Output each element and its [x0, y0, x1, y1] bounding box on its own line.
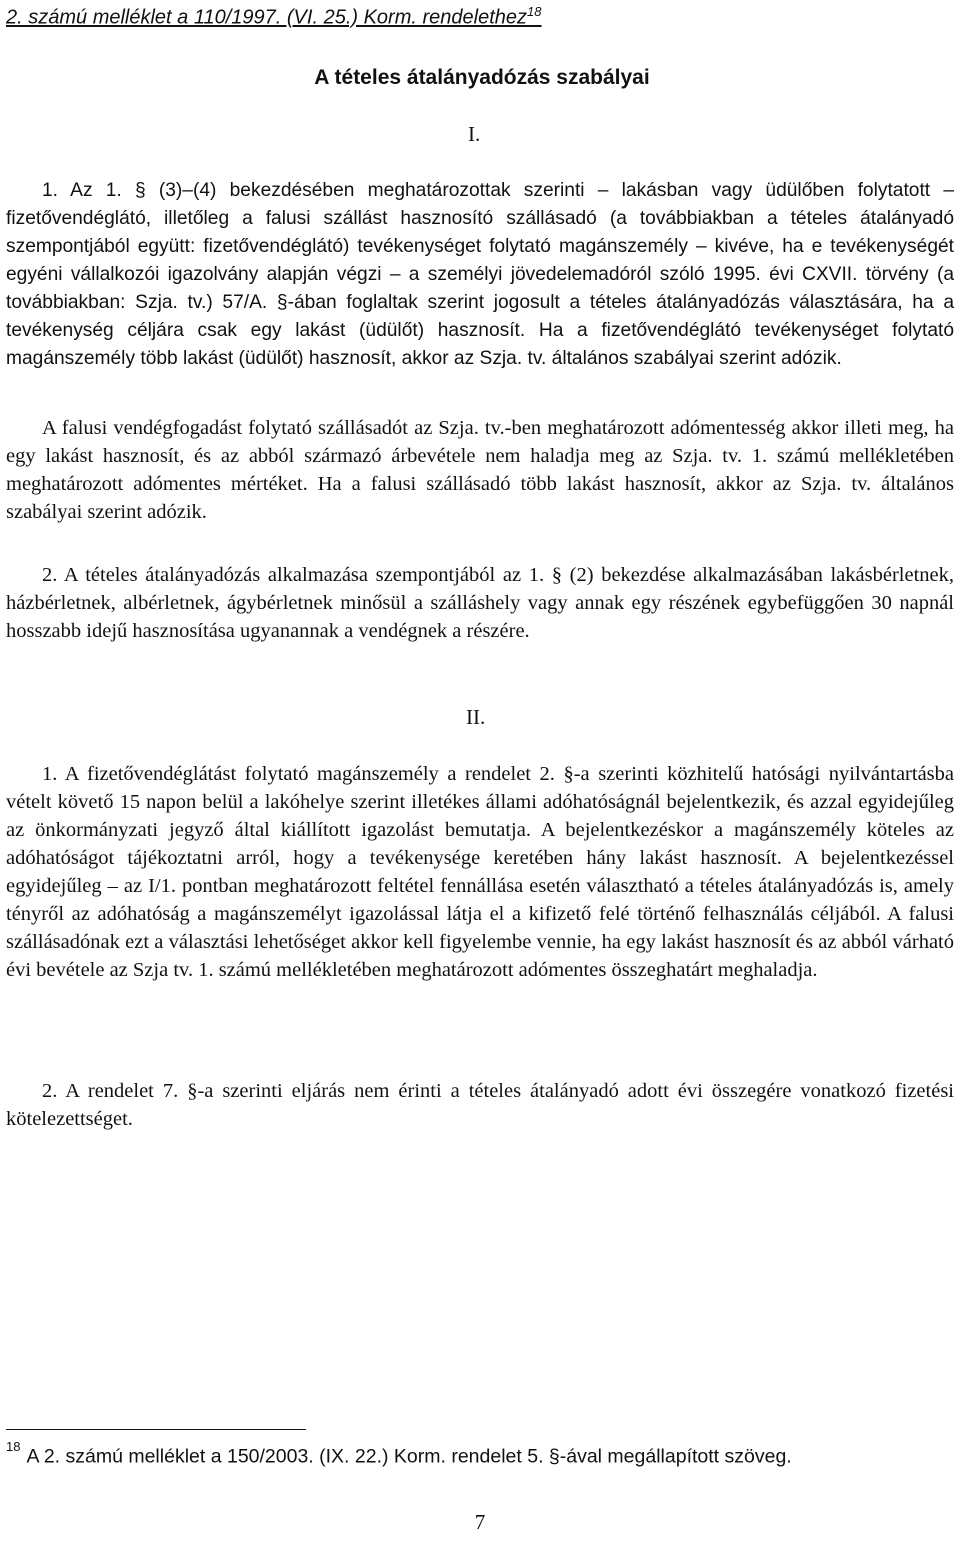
section-i-paragraph-3: 2. A tételes átalányadózás alkalmazása szempontjából az 1. § (2) bekezdése alkalmazásában lakásbérletnek, házbérletnek, albérletnek, ágybérletnek minősül a szálláshely vagy annak egy részének egybefüggően 30 napnál hosszabb idejű hasznosítása ugyanannak a vendégnek a részére.	[6, 564, 954, 642]
section-ii-paragraph-1: 1. A fizetővendéglátást folytató magánszemély a rendelet 2. §-a szerinti közhitelű hatósági nyilvántartásba vételt követő 15 napon belül a lakóhelye szerint illetékes állami adóhatóságnál bejelentkezik, és azzal egyidejűleg az önkormányzati jegyző által kiállított igazolást bemutatja. A bejelentkezéskor a magánszemély köteles az adóhatóságot tájékoztatni arról, hogy a tevékenysége keretében hány lakást hasznosít. A bejelentkezéssel egyidejűleg – az I/1. pontban meghatározott feltétel fennállása esetén választható a tételes átalányadózás is, amely tényről az adóhatóság a magánszemélyt igazolással látja el a kifizető felé történő felhasználás céljából. A falusi szállásadónak ezt a választási lehetőséget akkor kell figyelembe vennie, ha egy lakást hasznosít és az abból várható évi bevétele az Szja tv. 1. számú mellékletében meghatározott adómentes összeghatárt meghaladja.	[6, 763, 954, 981]
section-i-paragraph-2: A falusi vendégfogadást folytató szállásadót az Szja. tv.-ben meghatározott adómentesség akkor illeti meg, ha egy lakást hasznosít, és az abból származó árbevétele nem haladja meg az Szja. tv. 1. számú mellékletében meghatározott adómentes mértéket. Ha a falusi szállásadó több lakást hasznosít, akkor az Szja. tv. általános szabályai szerint adózik.	[6, 417, 954, 523]
document-title	[0, 66, 960, 90]
footnote-divider	[6, 1429, 306, 1430]
footnote-number: 18	[6, 1439, 21, 1454]
section-numeral-ii: II.	[466, 705, 486, 729]
footnote	[6, 1439, 792, 1469]
page-number: 7	[474, 1510, 486, 1534]
document-reference-header	[6, 4, 541, 30]
section-ii-paragraph-2: 2. A rendelet 7. §-a szerinti eljárás nem érinti a tételes átalányadó adott évi összegére vonatkozó fizetési kötelezettséget.	[6, 1080, 954, 1130]
footnote-text: A 2. számú melléklet a 150/2003. (IX. 22.) Korm. rendelet 5. §-ával megállapított szöveg.	[26, 1445, 792, 1468]
header-reference-text: 2. számú melléklet a 110/1997. (VI. 25.) Korm. rendelethez	[6, 6, 528, 29]
section-i-paragraph-1: 1. Az 1. § (3)–(4) bekezdésében meghatározottak szerinti – lakásban vagy üdülőben folytatott – fizetővendéglátó, illetőleg a falusi szállást hasznosító szállásadó (a továbbiakban a tételes átalányadó szempontjából együtt: fizetővendéglátó) tevékenységet folytató magánszemély – kivéve, ha e tevékenységét egyéni vállalkozói igazolvány alapján végzi – a személyi jövedelemadóról szóló 1995. évi CXVII. törvény (a továbbiakban: Szja. tv.) 57/A. §-ában foglaltak szerint jogosult a tételes átalányadózás választására, ha a tevékenység céljára csak egy lakást (üdülőt) hasznosít. Ha a fizetővendéglátó tevékenységet folytató magánszemély több lakást (üdülőt) hasznosít, akkor az Szja. tv. általános szabályai szerint adózik.	[6, 180, 954, 369]
footnote-mark: 18	[527, 4, 542, 19]
section-numeral-i: I.	[468, 122, 481, 146]
document-title-text: A tételes átalányadózás szabályai	[314, 66, 650, 89]
